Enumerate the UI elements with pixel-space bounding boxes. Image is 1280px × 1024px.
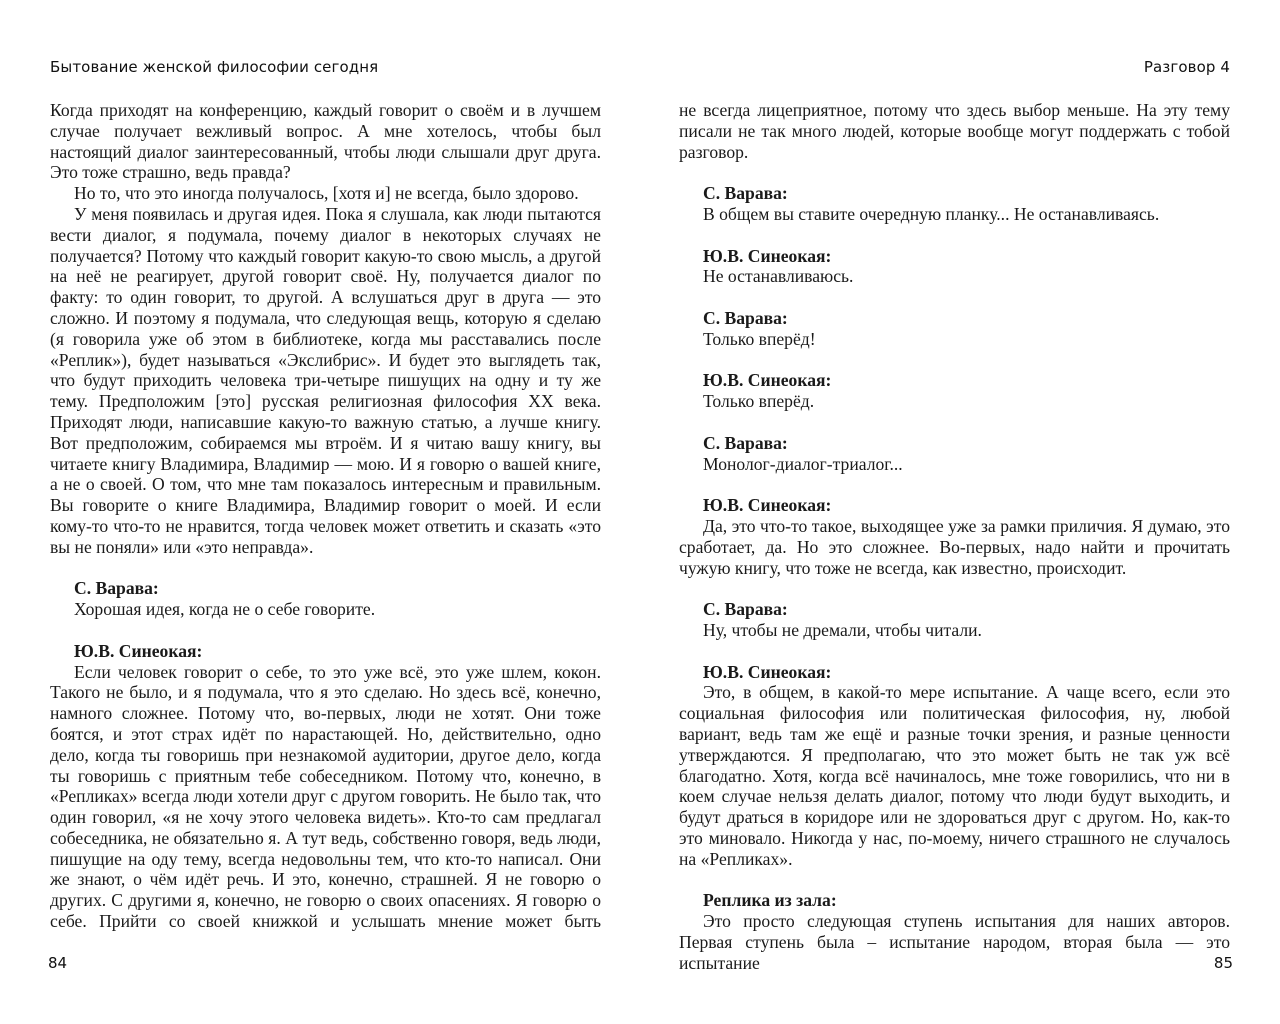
speaker-name: С. Варава: <box>74 578 159 599</box>
paragraph: У меня появилась и другая идея. Пока я слушала, как люди пытаются вести диалог, я подумала, почему диалог в некоторых случаях не получается? Потому что каждый говорит какую-то свою мысль, а другой на неё не реагирует, другой говорит своё. Ну, получается диалог по факту: то один говорит, то другой. А вслушаться друг в друга — это сложно. И поэтому я подумала, что следующая вещь, которую я сделаю (я говорила уже об этом в библиотеке, когда мы расставались после «Реплик»), будет называться «Экслибрис». И будет это выглядеть так, что будут приходить человека три-четыре пишущих на одну и ту же тему. Предположим [это] русская религиозная философия XX века. Приходят люди, написавшие какую-то важную статью, а лучше книгу. Вот предположим, собираемся мы втроём. И я читаю вашу книгу, вы читаете книгу Владимира, Владимир — мою. И я говорю о вашей книге, а не о своей. О том, что мне там показалось интересным и правильным. Вы говорите о книге Владимира, Владимир говорит о моей. И если кому-то что-то не нравится, тогда человек может ответить и сказать «это вы не поняли» или «это неправда». <box>50 203 601 557</box>
running-head: Разговор 4 <box>1143 58 1230 76</box>
reply-text: В общем вы ставите очередную планку... Не останавливаясь. <box>703 203 1160 224</box>
paragraph: Это, в общем, в какой-то мере испытание. А чаще всего, если это социальная философия или политическая философия, ну, любой вариант, ведь там же ещё и разные точки зрения, и разные ценности утверждаются. Я предполагаю, что это может быть не так уж всё благодатно. Хотя, когда всё начиналось, мне тоже говорились, что ни в коем случае нельзя делать диалог, потому что люди будут выходить, и будут драться в коридоре или не здороваться друг с другом. Но, как-то это миновало. Никогда у нас, по-моему, ничего страшного не случалось на «Репликах». <box>679 682 1230 869</box>
speaker-name: С. Варава: <box>703 307 788 328</box>
speaker-name: Реплика из зала: <box>703 890 837 911</box>
speaker-name: Ю.В. Синеокая: <box>74 640 203 661</box>
right-page <box>679 0 1233 1024</box>
left-page <box>50 0 601 1024</box>
page-body <box>679 100 1230 973</box>
paragraph: Когда приходят на конференцию, каждый говорит о своём и в лучшем случае получает вежливый вопрос. А мне хотелось, чтобы был настоящий диалог заинтересованный, чтобы люди слышали друг друга. Это тоже страшно, ведь правда? <box>50 100 601 183</box>
page-body <box>50 100 601 932</box>
reply-text: Ну, чтобы не дремали, чтобы читали. <box>703 619 982 640</box>
running-head: Бытование женской философии сегодня <box>50 58 379 76</box>
page-number: 85 <box>1213 954 1233 972</box>
speaker-name: Ю.В. Синеокая: <box>703 370 832 391</box>
speaker-name: С. Варава: <box>703 599 788 620</box>
paragraph: не всегда лицеприятное, потому что здесь выбор меньше. На эту тему писали не так много людей, которые вообще могут поддержать с тобой разговор. <box>679 100 1230 162</box>
reply-text: Только вперёд! <box>703 328 816 349</box>
reply-text: Не останавливаюсь. <box>703 266 854 287</box>
paragraph: Но то, что это иногда получалось, [хотя и] не всегда, было здорово. <box>74 183 579 204</box>
paragraph: Да, это что-то такое, выходящее уже за рамки приличия. Я думаю, это сработает, да. Но это сложнее. Во-первых, надо найти и прочитать чужую книгу, что тоже не всегда, как известно, происходит. <box>679 515 1230 578</box>
speaker-name: Ю.В. Синеокая: <box>703 245 832 266</box>
reply-text: Монолог-диалог-триалог... <box>703 453 903 474</box>
speaker-name: Ю.В. Синеокая: <box>703 661 832 682</box>
speaker-name: С. Варава: <box>703 432 788 453</box>
page-number: 84 <box>48 954 68 972</box>
reply-text: Только вперёд. <box>703 391 815 412</box>
paragraph: Это просто следующая ступень испытания для наших авторов. Первая ступень была – испытание народом, вторая была — это испытание <box>679 911 1230 973</box>
speaker-name: С. Варава: <box>703 183 788 204</box>
speaker-name: Ю.В. Синеокая: <box>703 495 832 516</box>
reply-text: Хорошая идея, когда не о себе говорите. <box>74 599 376 620</box>
paragraph: Если человек говорит о себе, то это уже всё, это уже шлем, кокон. Такого не было, и я подумала, что я это сделаю. Но здесь всё, конечно, намного сложнее. Потому что, во-первых, люди не хотят. Они тоже боятся, и этот страх идёт по нарастающей. Но, действительно, одно дело, когда ты говоришь при незнакомой аудитории, другое дело, когда ты говоришь с приятным тебе собеседником. Потому что, конечно, в «Репликах» всегда люди хотели друг с другом говорить. Не было так, что один говорил, «я не хочу этого человека видеть». Кто-то сам предлагал собеседника, не обязательно я. А тут ведь, собственно говоря, ведь люди, пишущие на оду тему, всегда недовольны тем, что кто-то написал. Они же знают, о чём идёт речь. И это, конечно, страшней. Я не говорю о других. С другими я, конечно, не говорю о своих опасениях. Я говорю о себе. Прийти со своей книжкой и услышать мнение может быть <box>50 661 601 932</box>
